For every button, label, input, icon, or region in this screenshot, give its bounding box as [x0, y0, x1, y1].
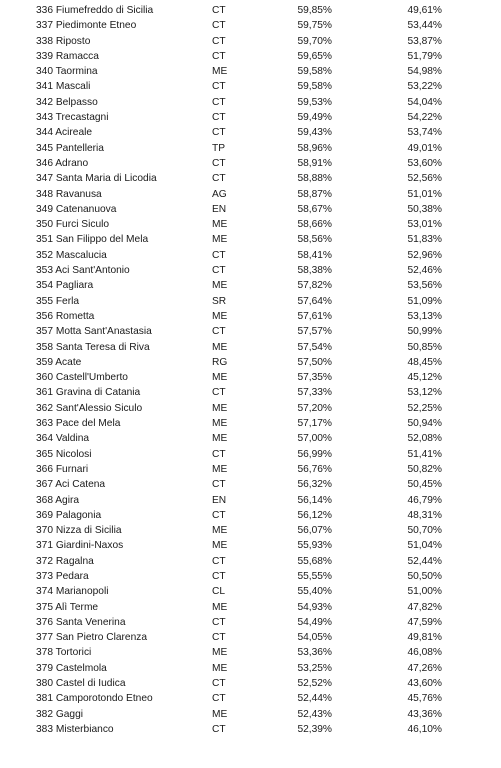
percentage-2: 50,94% — [407, 418, 442, 430]
percentage-1: 58,88% — [297, 173, 332, 185]
municipality-name: 353 Aci Sant'Antonio — [36, 265, 130, 277]
percentage-1: 57,61% — [297, 310, 332, 322]
municipality-name: 358 Santa Teresa di Riva — [36, 341, 150, 353]
province-code: ME — [212, 219, 228, 231]
percentage-1: 55,93% — [297, 540, 332, 552]
municipality-name: 355 Ferla — [36, 295, 80, 307]
percentage-2: 54,04% — [407, 96, 442, 108]
municipality-table — [0, 3, 501, 737]
percentage-1: 52,39% — [297, 723, 332, 735]
province-code: ME — [212, 418, 228, 430]
percentage-1: 59,75% — [297, 20, 332, 32]
table-row — [0, 34, 501, 49]
percentage-2: 53,13% — [407, 310, 442, 322]
percentage-1: 58,56% — [297, 234, 332, 246]
municipality-name: 376 Santa Venerina — [36, 616, 126, 628]
table-row — [0, 3, 501, 18]
municipality-name: 363 Pace del Mela — [36, 418, 121, 430]
table-row — [0, 645, 501, 660]
municipality-name: 365 Nicolosi — [36, 448, 92, 460]
province-code: ME — [212, 540, 228, 552]
percentage-2: 52,46% — [407, 265, 442, 277]
percentage-1: 57,17% — [297, 418, 332, 430]
province-code: EN — [212, 203, 227, 215]
municipality-name: 351 San Filippo del Mela — [36, 234, 149, 246]
municipality-name: 380 Castel di Iudica — [36, 678, 126, 690]
percentage-2: 53,12% — [407, 387, 442, 399]
table-row — [0, 125, 501, 140]
table-row — [0, 584, 501, 599]
municipality-name: 364 Valdina — [36, 433, 90, 445]
table-row — [0, 538, 501, 553]
municipality-name: 343 Trecastagni — [36, 112, 109, 124]
municipality-name: 342 Belpasso — [36, 96, 98, 108]
table-row — [0, 615, 501, 630]
province-code: RG — [212, 356, 228, 368]
table-row — [0, 355, 501, 370]
percentage-2: 53,60% — [407, 157, 442, 169]
percentage-1: 56,14% — [297, 494, 332, 506]
percentage-1: 57,64% — [297, 295, 332, 307]
province-code: ME — [212, 66, 228, 78]
table-row — [0, 64, 501, 79]
province-code: AG — [212, 188, 227, 200]
percentage-1: 54,05% — [297, 632, 332, 644]
province-code: ME — [212, 662, 228, 674]
table-row — [0, 18, 501, 33]
percentage-2: 49,01% — [407, 142, 442, 154]
province-code: CT — [212, 326, 226, 338]
province-code: CT — [212, 632, 226, 644]
municipality-name: 357 Motta Sant'Anastasia — [36, 326, 152, 338]
municipality-name: 366 Furnari — [36, 463, 89, 475]
municipality-name: 368 Agira — [36, 494, 80, 506]
table-row — [0, 294, 501, 309]
province-code: CT — [212, 157, 226, 169]
table-row — [0, 248, 501, 263]
percentage-1: 52,44% — [297, 693, 332, 705]
percentage-1: 56,32% — [297, 479, 332, 491]
percentage-2: 54,98% — [407, 66, 442, 78]
province-code: CT — [212, 570, 226, 582]
percentage-2: 51,79% — [407, 50, 442, 62]
municipality-name: 359 Acate — [36, 356, 82, 368]
municipality-name: 383 Misterbianco — [36, 723, 114, 735]
percentage-2: 53,22% — [407, 81, 442, 93]
province-code: CT — [212, 96, 226, 108]
province-code: CT — [212, 448, 226, 460]
province-code: CT — [212, 112, 226, 124]
percentage-2: 52,56% — [407, 173, 442, 185]
table-row — [0, 462, 501, 477]
municipality-name: 362 Sant'Alessio Siculo — [36, 402, 143, 414]
table-row — [0, 477, 501, 492]
municipality-name: 378 Tortorici — [36, 647, 92, 659]
percentage-1: 57,57% — [297, 326, 332, 338]
province-code: ME — [212, 463, 228, 475]
municipality-name: 367 Aci Catena — [36, 479, 106, 491]
percentage-2: 47,26% — [407, 662, 442, 674]
percentage-2: 51,41% — [407, 448, 442, 460]
province-code: CT — [212, 173, 226, 185]
table-row — [0, 676, 501, 691]
province-code: CT — [212, 265, 226, 277]
percentage-2: 50,38% — [407, 203, 442, 215]
province-code: CT — [212, 723, 226, 735]
province-code: ME — [212, 708, 228, 720]
province-code: TP — [212, 142, 226, 154]
municipality-name: 381 Camporotondo Etneo — [36, 693, 153, 705]
percentage-1: 58,67% — [297, 203, 332, 215]
municipality-name: 377 San Pietro Clarenza — [36, 632, 147, 644]
percentage-2: 53,87% — [407, 35, 442, 47]
municipality-name: 336 Fiumefreddo di Sicilia — [36, 5, 154, 16]
table-row — [0, 110, 501, 125]
table-row — [0, 523, 501, 538]
province-code: ME — [212, 234, 228, 246]
table-row — [0, 493, 501, 508]
municipality-name: 344 Acireale — [36, 127, 93, 139]
province-code: ME — [212, 310, 228, 322]
table-row — [0, 447, 501, 462]
percentage-1: 57,82% — [297, 280, 332, 292]
table-row — [0, 141, 501, 156]
table-row — [0, 324, 501, 339]
municipality-name: 349 Catenanuova — [36, 203, 117, 215]
table-row — [0, 600, 501, 615]
percentage-1: 57,35% — [297, 372, 332, 384]
percentage-1: 55,68% — [297, 555, 332, 567]
table-row — [0, 171, 501, 186]
percentage-1: 59,58% — [297, 66, 332, 78]
percentage-1: 55,40% — [297, 586, 332, 598]
percentage-1: 56,12% — [297, 509, 332, 521]
municipality-name: 374 Marianopoli — [36, 586, 109, 598]
percentage-2: 52,08% — [407, 433, 442, 445]
percentage-2: 53,56% — [407, 280, 442, 292]
percentage-2: 50,50% — [407, 570, 442, 582]
province-code: CT — [212, 509, 226, 521]
percentage-2: 48,45% — [407, 356, 442, 368]
municipality-name: 338 Riposto — [36, 35, 91, 47]
municipality-name: 341 Mascali — [36, 81, 91, 93]
percentage-2: 46,08% — [407, 647, 442, 659]
percentage-1: 58,38% — [297, 265, 332, 277]
percentage-2: 51,09% — [407, 295, 442, 307]
province-code: CT — [212, 35, 226, 47]
percentage-1: 58,87% — [297, 188, 332, 200]
table-row — [0, 79, 501, 94]
percentage-2: 51,01% — [407, 188, 442, 200]
province-code: CT — [212, 678, 226, 690]
table-row — [0, 263, 501, 278]
percentage-2: 50,45% — [407, 479, 442, 491]
province-code: CT — [212, 127, 226, 139]
table-row — [0, 156, 501, 171]
percentage-2: 52,44% — [407, 555, 442, 567]
percentage-1: 53,36% — [297, 647, 332, 659]
province-code: CT — [212, 50, 226, 62]
province-code: ME — [212, 647, 228, 659]
percentage-1: 56,76% — [297, 463, 332, 475]
province-code: CL — [212, 586, 226, 598]
percentage-1: 58,41% — [297, 249, 332, 261]
province-code: CT — [212, 5, 226, 16]
percentage-2: 43,60% — [407, 678, 442, 690]
percentage-2: 53,01% — [407, 219, 442, 231]
municipality-name: 345 Pantelleria — [36, 142, 104, 154]
province-code: ME — [212, 341, 228, 353]
percentage-2: 52,25% — [407, 402, 442, 414]
percentage-1: 59,70% — [297, 35, 332, 47]
table-row — [0, 217, 501, 232]
percentage-2: 54,22% — [407, 112, 442, 124]
municipality-name: 346 Adrano — [36, 157, 89, 169]
province-code: CT — [212, 693, 226, 705]
percentage-2: 53,44% — [407, 20, 442, 32]
percentage-2: 50,85% — [407, 341, 442, 353]
percentage-1: 59,65% — [297, 50, 332, 62]
table-row — [0, 340, 501, 355]
table-row — [0, 95, 501, 110]
municipality-name: 340 Taormina — [36, 66, 98, 78]
percentage-1: 53,25% — [297, 662, 332, 674]
province-code: CT — [212, 616, 226, 628]
table-row — [0, 691, 501, 706]
municipality-name: 370 Nizza di Sicilia — [36, 525, 122, 537]
table-row — [0, 707, 501, 722]
municipality-name: 371 Giardini-Naxos — [36, 540, 124, 552]
percentage-1: 59,85% — [297, 5, 332, 16]
table-row — [0, 202, 501, 217]
province-code: SR — [212, 295, 227, 307]
percentage-1: 55,55% — [297, 570, 332, 582]
municipality-name: 369 Palagonia — [36, 509, 102, 521]
percentage-1: 59,43% — [297, 127, 332, 139]
province-code: EN — [212, 494, 227, 506]
percentage-1: 52,43% — [297, 708, 332, 720]
table-row — [0, 278, 501, 293]
municipality-name: 337 Piedimonte Etneo — [36, 20, 137, 32]
province-code: ME — [212, 280, 228, 292]
province-code: ME — [212, 433, 228, 445]
percentage-2: 52,96% — [407, 249, 442, 261]
municipality-name: 348 Ravanusa — [36, 188, 102, 200]
table-row — [0, 416, 501, 431]
municipality-name: 339 Ramacca — [36, 50, 99, 62]
province-code: ME — [212, 402, 228, 414]
percentage-2: 48,31% — [407, 509, 442, 521]
municipality-name: 350 Furci Siculo — [36, 219, 110, 231]
percentage-2: 46,10% — [407, 723, 442, 735]
table-row — [0, 309, 501, 324]
table-row — [0, 661, 501, 676]
percentage-2: 49,61% — [407, 5, 442, 16]
municipality-name: 379 Castelmola — [36, 662, 107, 674]
municipality-name: 356 Rometta — [36, 310, 95, 322]
percentage-1: 59,49% — [297, 112, 332, 124]
table-row — [0, 569, 501, 584]
table-row — [0, 722, 501, 737]
percentage-2: 47,82% — [407, 601, 442, 613]
percentage-2: 46,79% — [407, 494, 442, 506]
percentage-1: 58,91% — [297, 157, 332, 169]
percentage-2: 43,36% — [407, 708, 442, 720]
percentage-1: 58,66% — [297, 219, 332, 231]
percentage-1: 52,52% — [297, 678, 332, 690]
province-code: ME — [212, 372, 228, 384]
percentage-2: 50,70% — [407, 525, 442, 537]
percentage-1: 59,53% — [297, 96, 332, 108]
table-row — [0, 385, 501, 400]
table-row — [0, 232, 501, 247]
province-code: CT — [212, 479, 226, 491]
municipality-name: 347 Santa Maria di Licodia — [36, 173, 157, 185]
province-code: CT — [212, 555, 226, 567]
province-code: ME — [212, 525, 228, 537]
municipality-name: 352 Mascalucia — [36, 249, 107, 261]
table-row — [0, 554, 501, 569]
municipality-name: 354 Pagliara — [36, 280, 94, 292]
table-row — [0, 401, 501, 416]
percentage-1: 54,49% — [297, 616, 332, 628]
percentage-2: 51,00% — [407, 586, 442, 598]
municipality-name: 372 Ragalna — [36, 555, 94, 567]
province-code: CT — [212, 20, 226, 32]
province-code: ME — [212, 601, 228, 613]
percentage-1: 57,20% — [297, 402, 332, 414]
percentage-1: 57,00% — [297, 433, 332, 445]
municipality-name: 361 Gravina di Catania — [36, 387, 141, 399]
province-code: CT — [212, 249, 226, 261]
percentage-1: 56,07% — [297, 525, 332, 537]
table-row — [0, 49, 501, 64]
municipality-name: 375 Alì Terme — [36, 601, 99, 613]
table-row — [0, 508, 501, 523]
percentage-2: 51,83% — [407, 234, 442, 246]
table-row — [0, 187, 501, 202]
province-code: CT — [212, 387, 226, 399]
percentage-2: 49,81% — [407, 632, 442, 644]
table-row — [0, 431, 501, 446]
percentage-2: 45,12% — [407, 372, 442, 384]
percentage-1: 59,58% — [297, 81, 332, 93]
percentage-1: 58,96% — [297, 142, 332, 154]
percentage-2: 50,82% — [407, 463, 442, 475]
percentage-2: 47,59% — [407, 616, 442, 628]
province-code: CT — [212, 81, 226, 93]
table-row — [0, 630, 501, 645]
municipality-name: 382 Gaggi — [36, 708, 84, 720]
percentage-1: 57,54% — [297, 341, 332, 353]
percentage-1: 54,93% — [297, 601, 332, 613]
table-row — [0, 370, 501, 385]
municipality-name: 373 Pedara — [36, 570, 89, 582]
percentage-1: 57,33% — [297, 387, 332, 399]
percentage-2: 45,76% — [407, 693, 442, 705]
municipality-name: 360 Castell'Umberto — [36, 372, 128, 384]
percentage-2: 51,04% — [407, 540, 442, 552]
percentage-1: 56,99% — [297, 448, 332, 460]
percentage-2: 53,74% — [407, 127, 442, 139]
percentage-2: 50,99% — [407, 326, 442, 338]
percentage-1: 57,50% — [297, 356, 332, 368]
